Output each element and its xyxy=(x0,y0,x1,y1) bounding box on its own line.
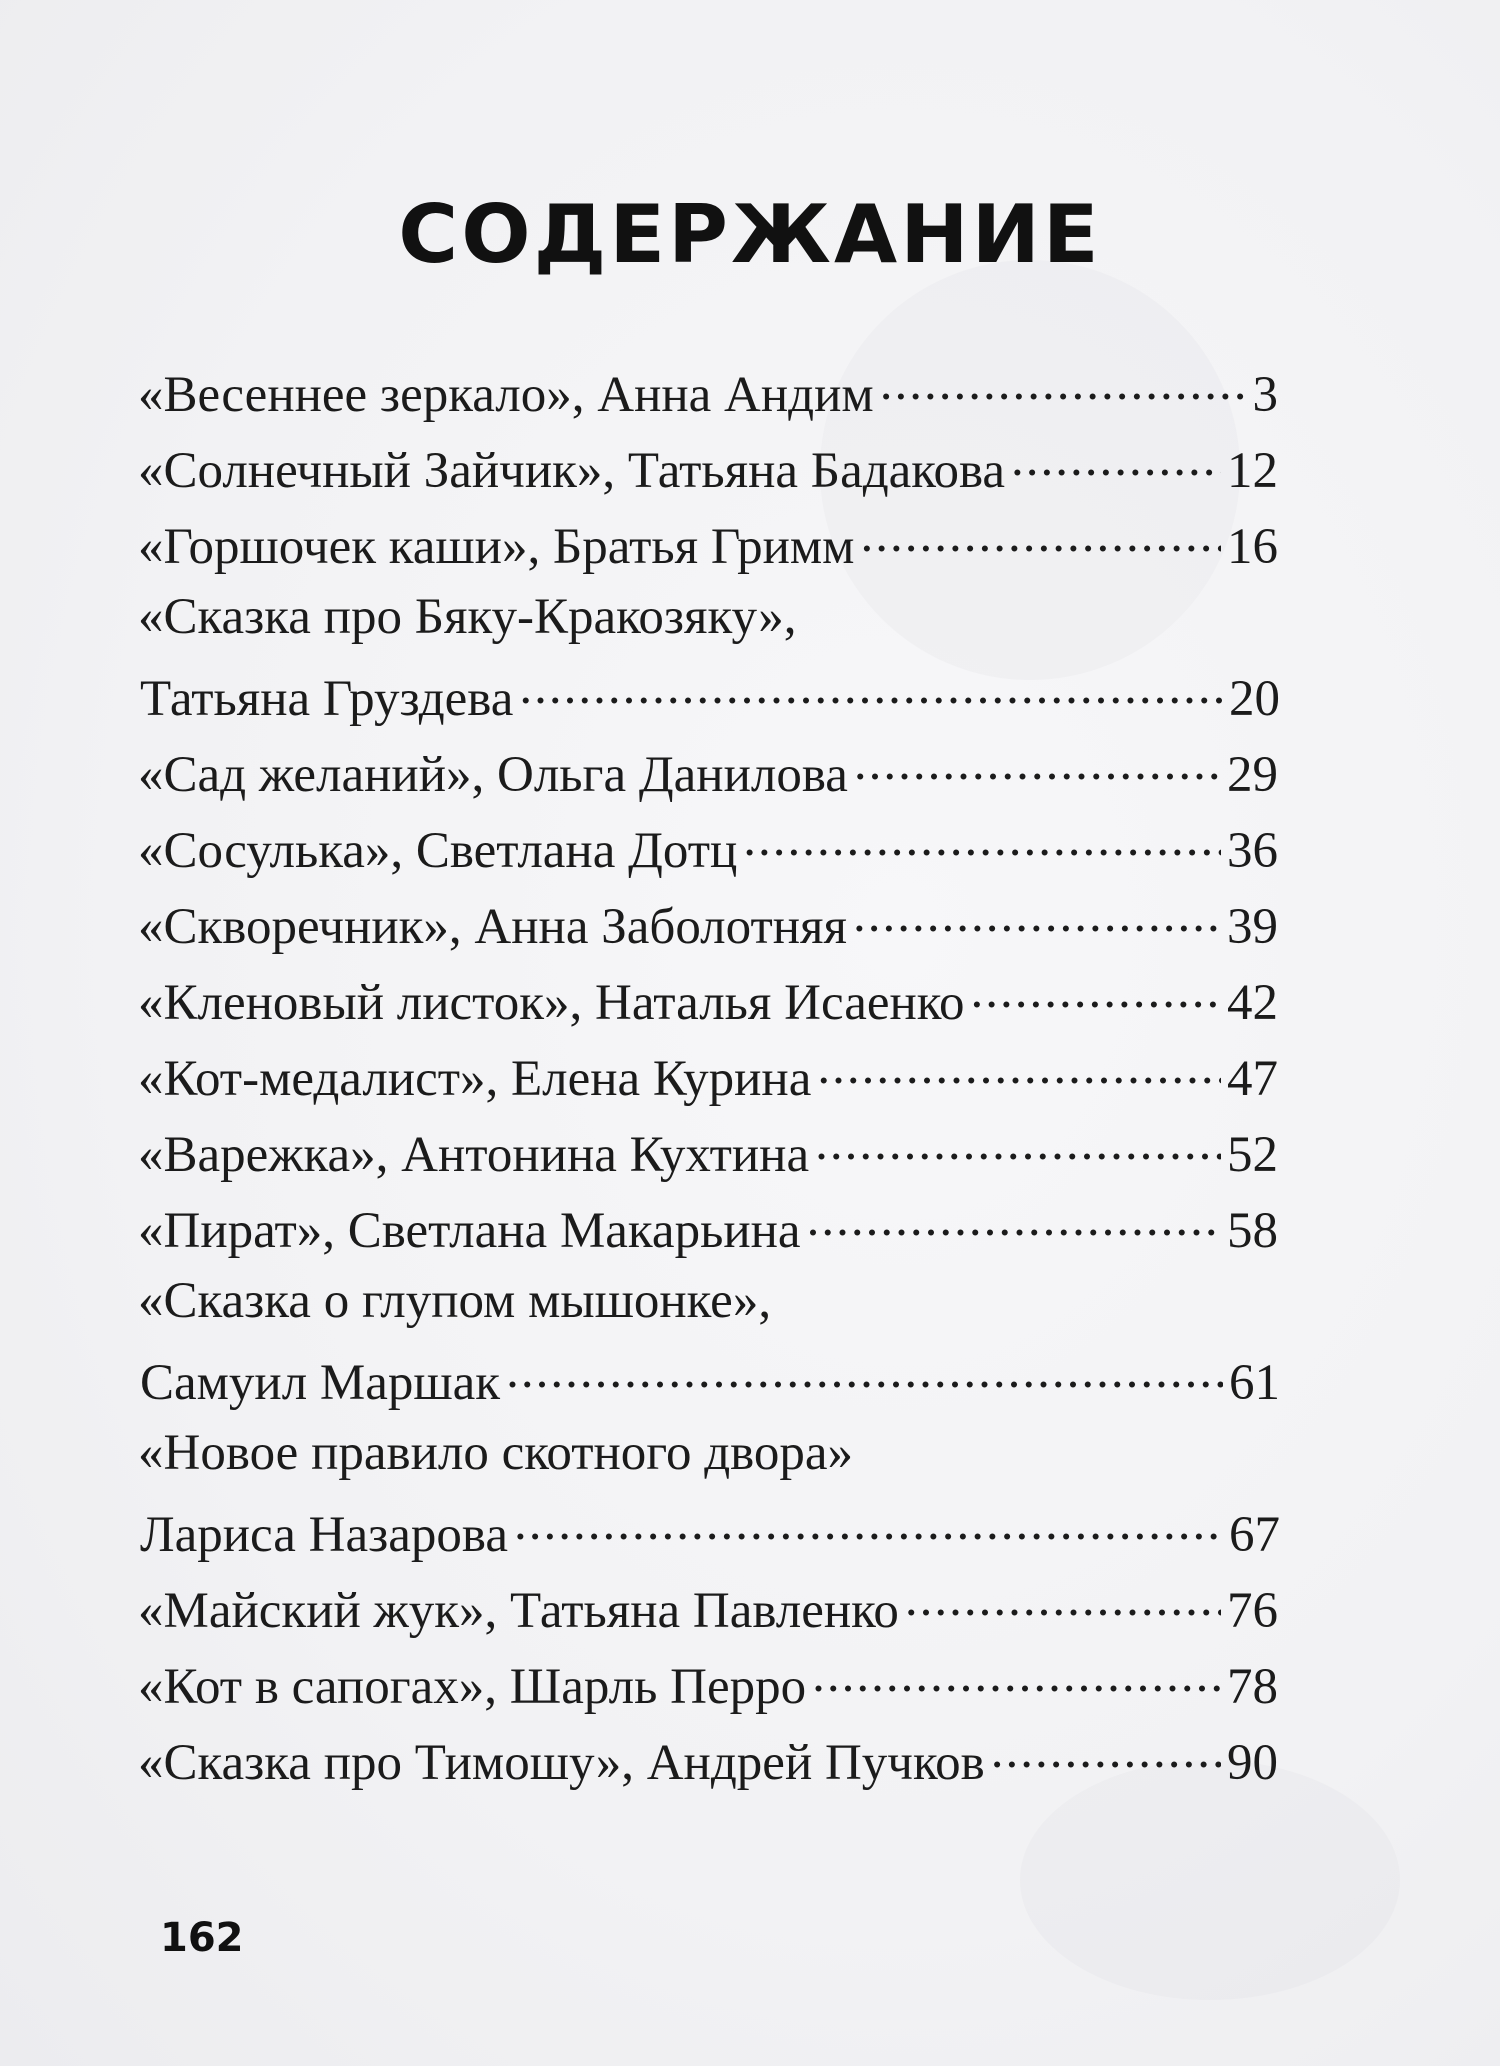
toc-entry-title: «Кленовый листок», Наталья Исаенко xyxy=(138,975,965,1031)
toc-leader-dots xyxy=(991,1728,1221,1779)
toc-entry xyxy=(138,1044,1278,1120)
toc-entry-page: 58 xyxy=(1227,1203,1278,1259)
toc-entry xyxy=(138,512,1278,588)
toc-leader-dots xyxy=(970,968,1221,1019)
toc-entry-page: 3 xyxy=(1252,367,1278,423)
toc-leader-dots xyxy=(743,816,1221,867)
toc-entry xyxy=(138,1652,1278,1728)
toc-leader-dots xyxy=(817,1044,1221,1095)
toc-entry-title: «Весеннее зеркало», Анна Андим xyxy=(138,367,874,423)
toc-entry xyxy=(138,360,1278,436)
toc-entry-title: «Кот в сапогах», Шарль Перро xyxy=(138,1659,807,1715)
toc-entry-title: Татьяна Груздева xyxy=(140,671,514,727)
toc-entry-title: «Горшочек каши», Братья Гримм xyxy=(138,519,855,575)
toc-entry-first-line xyxy=(138,588,1278,664)
toc-entry-title: «Сказка о глупом мышонке», xyxy=(138,1273,772,1329)
toc-entry-title: «Сказка про Бяку-Кракозяку», xyxy=(138,589,797,645)
toc-entry-title: Лариса Назарова xyxy=(140,1507,508,1563)
toc-entry xyxy=(138,892,1278,968)
toc-leader-dots xyxy=(519,664,1223,715)
toc-entry-page: 78 xyxy=(1227,1659,1278,1715)
toc-entry xyxy=(138,1576,1278,1652)
toc-entry-title: «Сказка про Тимошу», Андрей Пучков xyxy=(138,1735,985,1791)
toc-entry-title: «Сад желаний», Ольга Данилова xyxy=(138,747,848,803)
toc-entry-page: 90 xyxy=(1227,1735,1278,1791)
toc-entry xyxy=(138,968,1278,1044)
toc-entry-page: 67 xyxy=(1229,1507,1280,1563)
toc-leader-dots xyxy=(860,512,1221,563)
toc-leader-dots xyxy=(815,1120,1221,1171)
toc-entry xyxy=(138,816,1278,892)
toc-entry xyxy=(140,1348,1280,1424)
toc-entry-title: «Варежка», Антонина Кухтина xyxy=(138,1127,810,1183)
toc-entry-title: «Солнечный Зайчик», Татьяна Бадакова xyxy=(138,443,1006,499)
toc-entry-title: «Сосулька», Светлана Дотц xyxy=(138,823,738,879)
toc-entry-first-line xyxy=(138,1424,1278,1500)
toc-leader-dots xyxy=(514,1500,1223,1551)
toc-entry-page: 61 xyxy=(1229,1355,1280,1411)
toc-entry-page: 12 xyxy=(1227,443,1278,499)
toc-leader-dots xyxy=(880,360,1247,411)
toc-entry-page: 39 xyxy=(1227,899,1278,955)
toc-leader-dots xyxy=(905,1576,1221,1627)
page-number: 162 xyxy=(160,1915,244,1961)
toc-entry xyxy=(140,1500,1280,1576)
toc-leader-dots xyxy=(1011,436,1221,487)
toc-leader-dots xyxy=(807,1196,1221,1247)
toc-entry-page: 42 xyxy=(1227,975,1278,1031)
toc-entry-page: 16 xyxy=(1227,519,1278,575)
toc-leader-dots xyxy=(853,892,1221,943)
toc-entry-page: 47 xyxy=(1227,1051,1278,1107)
toc-entry xyxy=(138,1196,1278,1272)
toc-entry-first-line xyxy=(138,1272,1278,1348)
toc-entry-title: «Пират», Светлана Макарьина xyxy=(138,1203,801,1259)
toc-entry xyxy=(138,436,1278,512)
toc-entry-page: 36 xyxy=(1227,823,1278,879)
toc-entry-title: «Майский жук», Татьяна Павленко xyxy=(138,1583,899,1639)
toc-entry-page: 29 xyxy=(1227,747,1278,803)
toc-leader-dots xyxy=(506,1348,1223,1399)
toc-entry-title: «Новое правило скотного двора» xyxy=(138,1425,854,1481)
toc-entry-page: 76 xyxy=(1227,1583,1278,1639)
page-title: СОДЕРЖАНИЕ xyxy=(398,188,1102,281)
toc-entry-title: «Скворечник», Анна Заболотняя xyxy=(138,899,847,955)
toc-leader-dots xyxy=(854,740,1221,791)
toc-entry-page: 52 xyxy=(1227,1127,1278,1183)
toc-entry-title: «Кот-медалист», Елена Курина xyxy=(138,1051,812,1107)
toc-entry xyxy=(138,1120,1278,1196)
toc-entry xyxy=(138,1728,1278,1804)
toc-entry-page: 20 xyxy=(1229,671,1280,727)
toc-entry xyxy=(138,740,1278,816)
toc-entry xyxy=(140,664,1280,740)
toc-entry-title: Самуил Маршак xyxy=(140,1355,501,1411)
toc-leader-dots xyxy=(812,1652,1221,1703)
